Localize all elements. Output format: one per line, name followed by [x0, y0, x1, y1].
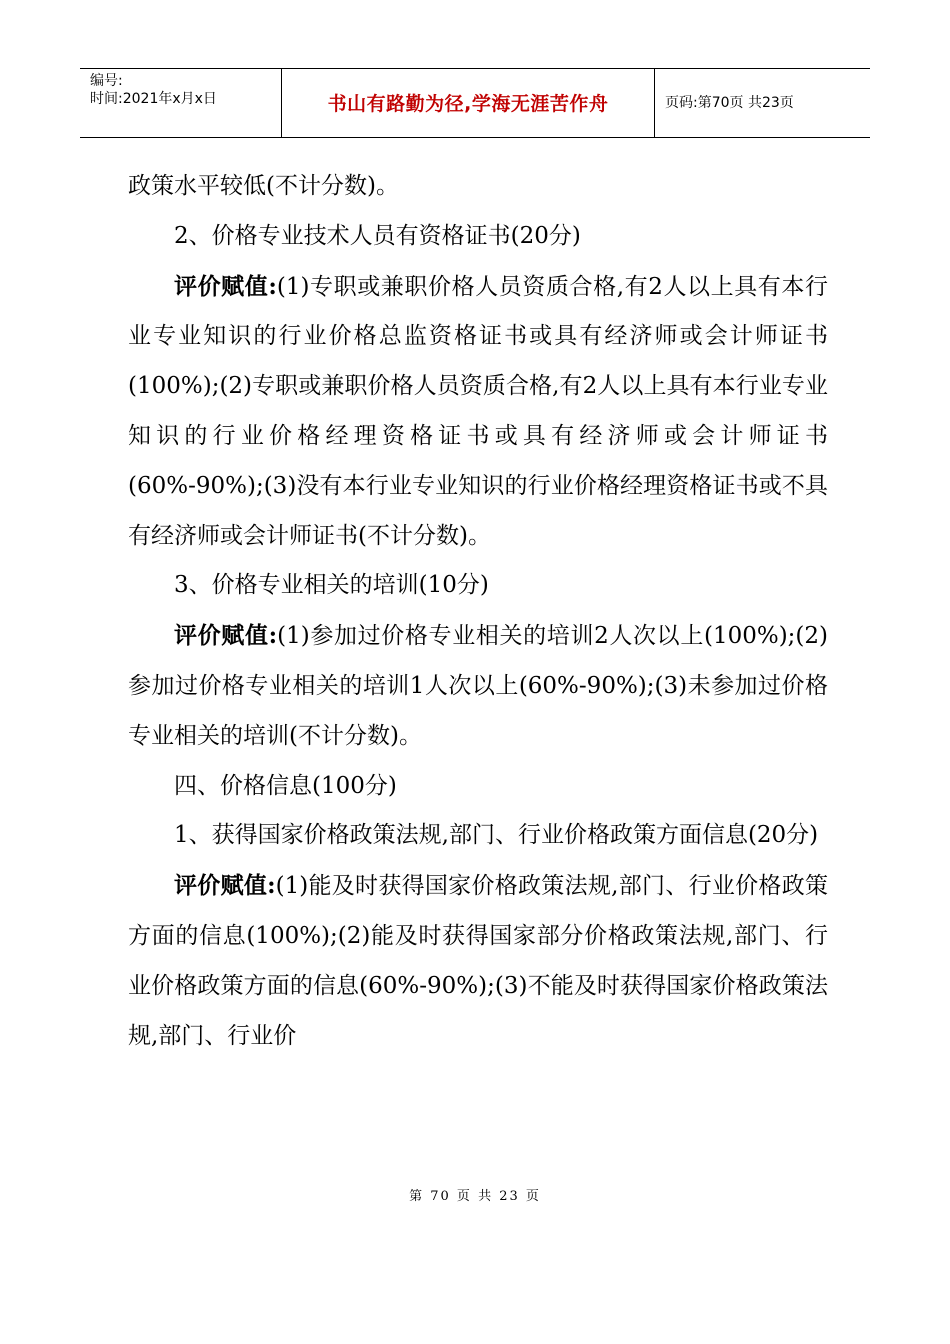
page-footer: 第 70 页 共 23 页: [409, 1189, 541, 1204]
header-page-cell: [655, 69, 870, 137]
evaluation-text: (1)专职或兼职价格人员资质合格,有2人以上具有本行业专业知识的行业价格总监资格证书或具有经济师或会计师证书(100%);(2)专职或兼职价格人员资质合格,有2人以上具有本行业专业知识的行业价格经理资格证书或具有经济师或会计师证书(60%-90%);(3)没有本行业专业知识的行业价格经理资格证书或不具有经济师或会计师证书(不计分数)。: [128, 273, 828, 549]
evaluation-text: (1)能及时获得国家价格政策法规,部门、行业价格政策方面的信息(100%);(2)能及时获得国家部分价格政策法规,部门、行业价格政策方面的信息(60%-90%);(3)不能及时获得国家价格政策法规,部门、行业价: [128, 873, 828, 1049]
section-heading: 3、价格专业相关的培训(10分): [174, 572, 489, 599]
section-heading: 1、获得国家价格政策法规,部门、行业价格政策方面信息(20分): [174, 822, 819, 849]
section-heading: 2、价格专业技术人员有资格证书(20分): [174, 222, 581, 249]
document-number: 编号:: [90, 73, 123, 89]
header-motto-cell: [282, 69, 655, 137]
page-header: [80, 68, 870, 138]
evaluation-label: 评价赋值:: [174, 872, 276, 900]
header-page-number: 页码:第70页 共23页: [665, 95, 794, 111]
chapter-heading: 四、价格信息(100分): [174, 772, 397, 799]
document-body: [128, 162, 828, 1061]
motto: 书山有路勤为径,学海无涯苦作舟: [327, 93, 609, 115]
evaluation-paragraph: [128, 262, 828, 562]
evaluation-text: (1)参加过价格专业相关的培训2人次以上(100%);(2)参加过价格专业相关的培训1人次以上(60%-90%);(3)未参加过价格专业相关的培训(不计分数)。: [128, 623, 828, 749]
evaluation-label: 评价赋值:: [174, 272, 277, 300]
header-info-cell: [80, 69, 282, 137]
document-date: 时间:2021年x月x日: [90, 91, 217, 107]
evaluation-paragraph: [128, 861, 828, 1061]
paragraph: 政策水平较低(不计分数)。: [128, 173, 399, 199]
evaluation-paragraph: [128, 611, 828, 761]
evaluation-label: 评价赋值:: [174, 622, 278, 650]
